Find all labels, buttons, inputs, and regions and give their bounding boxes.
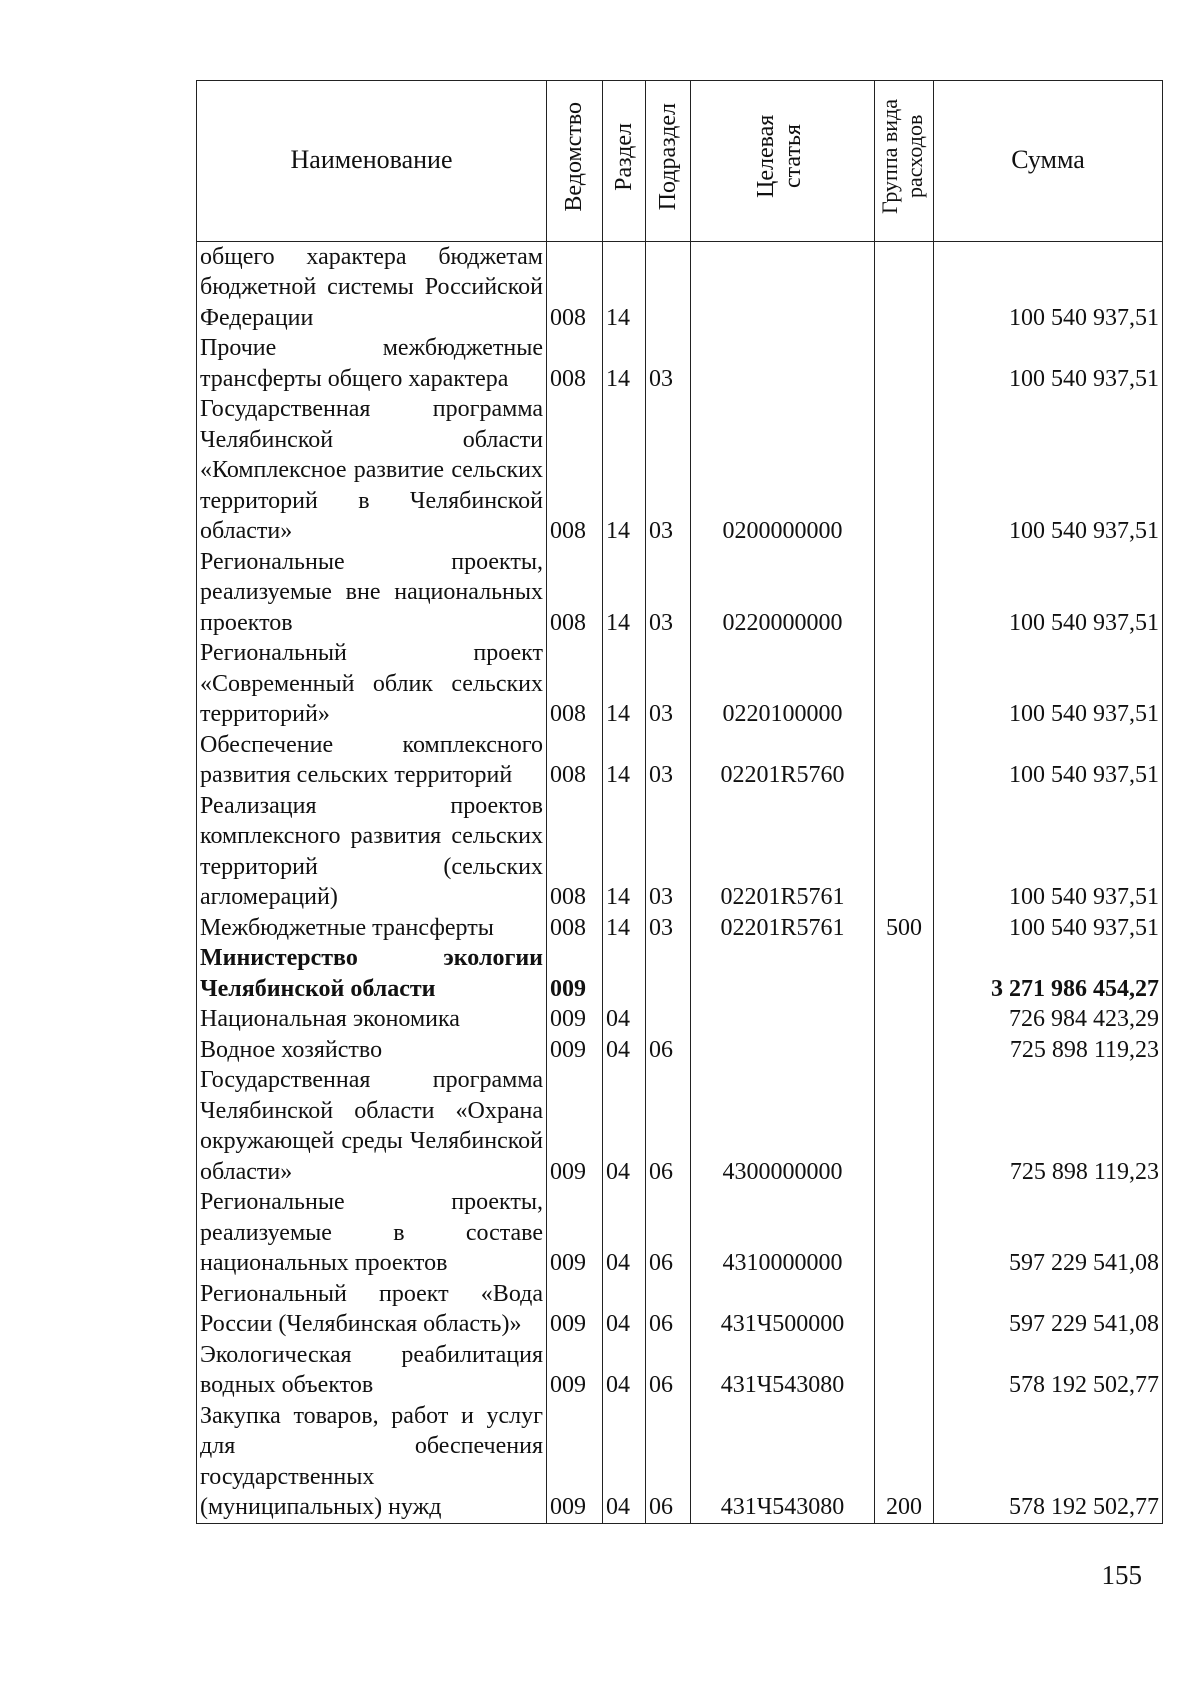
cell-subsection <box>646 241 691 333</box>
cell-section: 04 <box>603 1279 646 1340</box>
cell-section: 14 <box>603 730 646 791</box>
cell-expense-group <box>875 1187 934 1279</box>
cell-name: Экологическая реабилитация водных объектов <box>197 1340 547 1401</box>
cell-target-article <box>691 333 875 394</box>
cell-expense-group: 500 <box>875 913 934 944</box>
cell-department: 008 <box>547 333 603 394</box>
cell-subsection: 06 <box>646 1340 691 1401</box>
cell-subsection: 06 <box>646 1279 691 1340</box>
table-row <box>197 1340 1163 1401</box>
cell-expense-group <box>875 1065 934 1187</box>
cell-name: Реализация проектов комплексного развития сельских территорий (сельских агломераций) <box>197 791 547 913</box>
cell-expense-group <box>875 638 934 730</box>
cell-expense-group <box>875 1035 934 1066</box>
cell-subsection: 03 <box>646 547 691 639</box>
cell-department: 008 <box>547 913 603 944</box>
cell-subsection: 03 <box>646 913 691 944</box>
cell-amount: 725 898 119,23 <box>934 1035 1163 1066</box>
table-row <box>197 1065 1163 1187</box>
cell-amount: 100 540 937,51 <box>934 913 1163 944</box>
cell-name: Национальная экономика <box>197 1004 547 1035</box>
cell-target-article: 4310000000 <box>691 1187 875 1279</box>
cell-subsection: 03 <box>646 394 691 547</box>
cell-section: 14 <box>603 791 646 913</box>
cell-department: 008 <box>547 241 603 333</box>
table-row <box>197 394 1163 547</box>
table-row <box>197 1279 1163 1340</box>
cell-section: 14 <box>603 547 646 639</box>
cell-target-article <box>691 943 875 1004</box>
cell-name: Водное хозяйство <box>197 1035 547 1066</box>
header-amount: Сумма <box>934 81 1163 242</box>
cell-subsection: 06 <box>646 1401 691 1524</box>
table-body <box>197 241 1163 1523</box>
cell-name: Межбюджетные трансферты <box>197 913 547 944</box>
cell-department: 009 <box>547 1004 603 1035</box>
cell-section: 14 <box>603 241 646 333</box>
cell-name: Региональные проекты, реализуемые вне национальных проектов <box>197 547 547 639</box>
cell-section <box>603 943 646 1004</box>
cell-target-article: 4300000000 <box>691 1065 875 1187</box>
cell-amount: 3 271 986 454,27 <box>934 943 1163 1004</box>
cell-section: 14 <box>603 333 646 394</box>
table-row <box>197 333 1163 394</box>
table-row <box>197 1004 1163 1035</box>
cell-section: 04 <box>603 1035 646 1066</box>
header-name: Наименование <box>197 81 547 242</box>
cell-department: 009 <box>547 1065 603 1187</box>
cell-name: Государственная программа Челябинской области «Комплексное развитие сельских территорий в Челябинской области» <box>197 394 547 547</box>
cell-target-article <box>691 1035 875 1066</box>
cell-name: общего характера бюджетам бюджетной системы Российской Федерации <box>197 241 547 333</box>
cell-expense-group <box>875 1279 934 1340</box>
cell-section: 04 <box>603 1187 646 1279</box>
cell-target-article: 02201R5760 <box>691 730 875 791</box>
cell-amount: 725 898 119,23 <box>934 1065 1163 1187</box>
cell-name: Министерство экологии Челябинской области <box>197 943 547 1004</box>
cell-department: 009 <box>547 1187 603 1279</box>
table-header-row <box>197 81 1163 242</box>
budget-table <box>196 80 1163 1524</box>
cell-name: Региональные проекты, реализуемые в составе национальных проектов <box>197 1187 547 1279</box>
cell-department: 009 <box>547 1340 603 1401</box>
table-row <box>197 913 1163 944</box>
table-row <box>197 1187 1163 1279</box>
cell-department: 008 <box>547 547 603 639</box>
cell-amount: 100 540 937,51 <box>934 730 1163 791</box>
page-number: 155 <box>1101 1560 1142 1590</box>
budget-table-container <box>196 80 1162 1524</box>
cell-department: 008 <box>547 394 603 547</box>
cell-amount: 597 229 541,08 <box>934 1279 1163 1340</box>
cell-department: 009 <box>547 1035 603 1066</box>
table-row <box>197 1035 1163 1066</box>
cell-amount: 100 540 937,51 <box>934 241 1163 333</box>
cell-target-article: 02201R5761 <box>691 913 875 944</box>
cell-subsection: 03 <box>646 638 691 730</box>
cell-department: 009 <box>547 943 603 1004</box>
cell-target-article <box>691 1004 875 1035</box>
cell-expense-group <box>875 547 934 639</box>
cell-target-article: 431Ч543080 <box>691 1401 875 1524</box>
cell-amount: 100 540 937,51 <box>934 638 1163 730</box>
cell-section: 14 <box>603 394 646 547</box>
cell-section: 04 <box>603 1065 646 1187</box>
cell-subsection: 03 <box>646 730 691 791</box>
table-row <box>197 791 1163 913</box>
cell-amount: 597 229 541,08 <box>934 1187 1163 1279</box>
cell-subsection: 03 <box>646 333 691 394</box>
table-row <box>197 943 1163 1004</box>
cell-department: 008 <box>547 638 603 730</box>
cell-amount: 726 984 423,29 <box>934 1004 1163 1035</box>
header-expense-group: Группа вида расходов <box>875 81 934 242</box>
cell-amount: 100 540 937,51 <box>934 547 1163 639</box>
table-row <box>197 638 1163 730</box>
cell-subsection: 06 <box>646 1035 691 1066</box>
header-subsection: Подраздел <box>646 81 691 242</box>
cell-expense-group <box>875 943 934 1004</box>
cell-target-article: 02201R5761 <box>691 791 875 913</box>
cell-expense-group <box>875 241 934 333</box>
cell-department: 008 <box>547 791 603 913</box>
cell-expense-group <box>875 394 934 547</box>
cell-amount: 100 540 937,51 <box>934 333 1163 394</box>
cell-subsection: 06 <box>646 1065 691 1187</box>
cell-section: 14 <box>603 638 646 730</box>
cell-section: 04 <box>603 1340 646 1401</box>
cell-name: Обеспечение комплексного развития сельских территорий <box>197 730 547 791</box>
header-department: Ведомство <box>547 81 603 242</box>
cell-department: 009 <box>547 1401 603 1524</box>
header-section: Раздел <box>603 81 646 242</box>
cell-expense-group: 200 <box>875 1401 934 1524</box>
cell-section: 04 <box>603 1401 646 1524</box>
cell-target-article: 0220100000 <box>691 638 875 730</box>
table-row <box>197 547 1163 639</box>
cell-subsection <box>646 1004 691 1035</box>
cell-subsection: 03 <box>646 791 691 913</box>
cell-target-article: 0200000000 <box>691 394 875 547</box>
cell-department: 009 <box>547 1279 603 1340</box>
cell-subsection <box>646 943 691 1004</box>
table-row <box>197 1401 1163 1524</box>
cell-expense-group <box>875 1004 934 1035</box>
cell-expense-group <box>875 333 934 394</box>
table-row <box>197 730 1163 791</box>
cell-name: Прочие межбюджетные трансферты общего характера <box>197 333 547 394</box>
cell-subsection: 06 <box>646 1187 691 1279</box>
cell-expense-group <box>875 730 934 791</box>
cell-section: 14 <box>603 913 646 944</box>
cell-department: 008 <box>547 730 603 791</box>
cell-target-article: 0220000000 <box>691 547 875 639</box>
cell-expense-group <box>875 1340 934 1401</box>
cell-section: 04 <box>603 1004 646 1035</box>
cell-expense-group <box>875 791 934 913</box>
cell-amount: 100 540 937,51 <box>934 791 1163 913</box>
cell-target-article: 431Ч543080 <box>691 1340 875 1401</box>
cell-name: Региональный проект «Современный облик сельских территорий» <box>197 638 547 730</box>
cell-amount: 578 192 502,77 <box>934 1340 1163 1401</box>
cell-name: Государственная программа Челябинской области «Охрана окружающей среды Челябинской области» <box>197 1065 547 1187</box>
header-target-article: Целевая статья <box>691 81 875 242</box>
cell-target-article <box>691 241 875 333</box>
cell-amount: 100 540 937,51 <box>934 394 1163 547</box>
cell-amount: 578 192 502,77 <box>934 1401 1163 1524</box>
cell-name: Региональный проект «Вода России (Челябинская область)» <box>197 1279 547 1340</box>
cell-target-article: 431Ч500000 <box>691 1279 875 1340</box>
cell-name: Закупка товаров, работ и услуг для обеспечения государственных (муниципальных) нужд <box>197 1401 547 1524</box>
table-row <box>197 241 1163 333</box>
